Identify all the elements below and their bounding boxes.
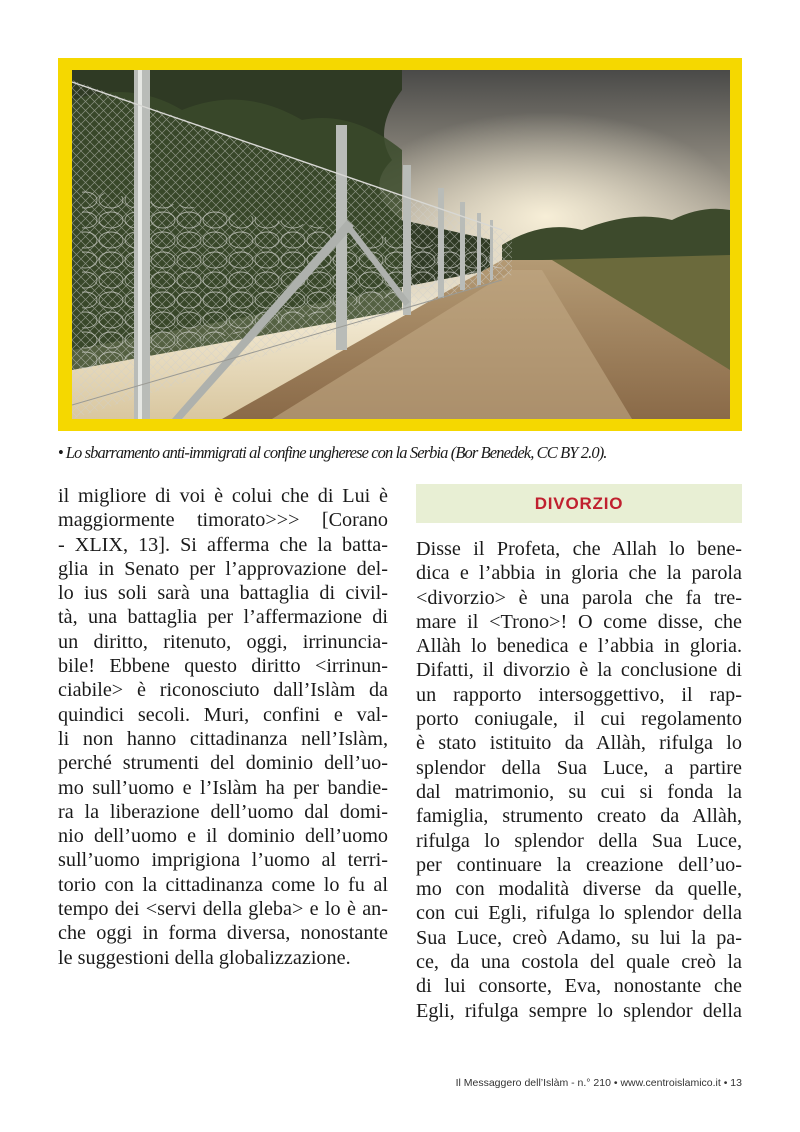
body-line: tempo dei <servi della gleba> e lo è an-: [58, 898, 388, 921]
photo-frame: [58, 58, 742, 431]
body-line: per continuare la creazione dell’uo-: [416, 853, 742, 876]
body-line: Sua Luce, creò Adamo, su lui la pa-: [416, 926, 742, 949]
body-line: dica e l’abbia in gloria che la parola: [416, 562, 742, 585]
page-footer: Il Messaggero dell’Islàm - n.° 210 • www.centroislamico.it • 13: [455, 1077, 742, 1089]
body-line: maggiormente timorato>>> [Corano: [58, 509, 388, 532]
body-line: porto coniugale, il cui regolamento: [416, 708, 742, 731]
body-line: di lui consorte, Eva, nonostante che: [416, 975, 742, 998]
body-line: Difatti, il divorzio è la conclusione di: [416, 659, 742, 682]
body-line: rifulga lo splendor della Sua Luce,: [416, 829, 742, 852]
body-line: Egli, rifulga sempre lo splendor della: [416, 999, 742, 1022]
body-line: Allàh lo benedica e l’abbia in gloria.: [416, 635, 742, 658]
body-line: Disse il Profeta, che Allah lo bene-: [416, 538, 742, 560]
body-line: con cui Egli, rifulga lo splendor della: [416, 902, 742, 925]
body-line: torio con la cittadinanza come lo fu al: [58, 873, 388, 896]
body-line: sull’uomo imprigiona l’uomo al terri-: [58, 849, 388, 872]
right-column: [416, 484, 742, 1023]
body-line: mo sull’uomo e l’Islàm ha per bandie-: [58, 776, 388, 799]
body-line: - XLIX, 13]. Si afferma che la batta-: [58, 533, 388, 556]
body-line: il migliore di voi è colui che di Lui è: [58, 485, 388, 507]
body-line: lo ius soli sarà una battaglia di civil-: [58, 582, 388, 605]
body-line: le suggestioni della globalizzazione.: [58, 946, 351, 969]
section-body: [416, 537, 742, 1023]
body-line: ciabile> è riconosciuto dall’Islàm da: [58, 679, 388, 702]
section-header: [416, 484, 742, 523]
photo-caption: [58, 443, 758, 463]
left-column: [58, 484, 388, 970]
body-line: bile! Ebbene questo diritto <irrinun-: [58, 655, 388, 678]
body-line: che oggi in forma diversa, nonostante: [58, 922, 388, 945]
body-line: quindici secoli. Muri, confini e val-: [58, 703, 388, 726]
body-line: mare il <Trono>! O come disse, che: [416, 610, 742, 633]
body-line: dal matrimonio, su cui si fonda la: [416, 780, 742, 803]
body-line: famiglia, strumento creato da Allàh,: [416, 805, 742, 828]
border-fence-photo: [72, 70, 730, 419]
body-line: <divorzio> è una parola che fa tre-: [416, 586, 742, 609]
section-title: DIVORZIO: [534, 493, 624, 513]
body-line: splendor della Sua Luce, a partire: [416, 756, 742, 779]
body-line: ra la liberazione dell’uomo dal domi-: [58, 800, 388, 823]
caption-text: Lo sbarramento anti-immigrati al confine ungherese con la Serbia (Bor Benedek, CC BY 2.0).: [65, 443, 607, 462]
body-line: un diritto, ritenuto, oggi, irrinuncia-: [58, 630, 388, 653]
body-line: nio dell’uomo e il dominio dell’uomo: [58, 825, 388, 848]
body-line: tà, una battaglia per l’affermazione di: [58, 606, 388, 629]
body-line: un rapporto intersoggettivo, il rap-: [416, 683, 742, 706]
body-line: li non hanno cittadinanza nell’Islàm,: [58, 727, 388, 750]
body-line: è stato istituito da Allàh, rifulga lo: [416, 732, 742, 755]
body-line: glia in Senato per l’approvazione del-: [58, 557, 388, 580]
body-line: ce, da una costola del quale creò la: [416, 951, 742, 974]
caption-bullet: •: [58, 443, 64, 462]
body-line: perché strumenti del dominio dell’uo-: [58, 752, 388, 775]
body-line: mo con modalità diverse da quelle,: [416, 878, 742, 901]
